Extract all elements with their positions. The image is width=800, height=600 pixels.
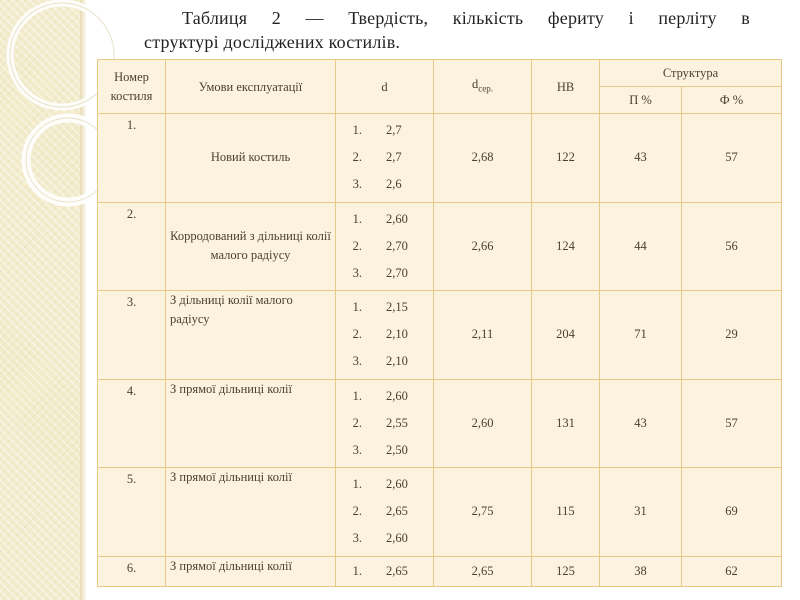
d-value: 2,7 — [386, 150, 402, 165]
d-value: 2,10 — [386, 354, 408, 369]
header-d-avg — [434, 60, 532, 114]
d-value: 2,6 — [386, 177, 402, 192]
d-index: 2. — [352, 415, 362, 430]
title-line-1: Таблиця 2 — Твердість, кількість фериту і перліту в — [182, 8, 750, 28]
header-f-pct: Ф % — [682, 87, 782, 114]
d-value-item — [336, 294, 433, 321]
row-hb: 115 — [532, 468, 600, 557]
row-conditions: З прямої дільниці колії — [166, 468, 336, 557]
row-conditions: З прямої дільниці колії — [166, 556, 336, 586]
header-p-pct: П % — [600, 87, 682, 114]
header-conditions: Умови експлуатації — [166, 60, 336, 114]
d-value-item — [336, 171, 433, 198]
d-value-item — [336, 437, 433, 464]
table-row — [98, 291, 782, 380]
header-number — [98, 60, 166, 114]
header-number-line1: Номер — [114, 69, 149, 84]
d-value: 2,50 — [386, 442, 408, 457]
d-index: 1. — [352, 300, 362, 315]
row-d-avg: 2,65 — [434, 556, 532, 586]
row-hb: 131 — [532, 379, 600, 468]
table-row — [98, 202, 782, 291]
d-value: 2,7 — [386, 123, 402, 138]
d-index: 2. — [352, 238, 362, 253]
row-conditions: З прямої дільниці колії — [166, 379, 336, 468]
d-value: 2,60 — [386, 211, 408, 226]
row-conditions: Корродований з дільниці колії малого радіусу — [166, 202, 336, 291]
row-d-values — [336, 468, 434, 557]
hardness-table — [97, 59, 782, 587]
d-value-item — [336, 471, 433, 498]
d-value: 2,15 — [386, 300, 408, 315]
row-f-pct: 57 — [682, 114, 782, 203]
d-value-item — [336, 117, 433, 144]
header-d: d — [336, 60, 434, 114]
row-f-pct: 56 — [682, 202, 782, 291]
d-value: 2,70 — [386, 238, 408, 253]
row-d-avg: 2,11 — [434, 291, 532, 380]
d-index: 3. — [352, 442, 362, 457]
header-hb: НВ — [532, 60, 600, 114]
d-index: 2. — [352, 327, 362, 342]
d-index: 2. — [352, 504, 362, 519]
d-value-item — [336, 410, 433, 437]
d-value-item — [336, 233, 433, 260]
row-d-avg: 2,60 — [434, 379, 532, 468]
row-p-pct: 38 — [600, 556, 682, 586]
row-number: 4. — [98, 379, 166, 468]
d-index: 1. — [352, 477, 362, 492]
header-structure: Структура — [600, 60, 782, 87]
d-value-item — [336, 260, 433, 287]
d-value: 2,60 — [386, 477, 408, 492]
d-index: 1. — [352, 563, 362, 578]
d-value-item — [336, 206, 433, 233]
d-value-item — [336, 558, 433, 585]
row-conditions: Новий костиль — [166, 114, 336, 203]
d-value-item — [336, 144, 433, 171]
d-index: 1. — [352, 211, 362, 226]
d-value-item — [336, 525, 433, 552]
row-number: 3. — [98, 291, 166, 380]
header-number-line2: костиля — [110, 88, 153, 103]
row-number: 6. — [98, 556, 166, 586]
d-value-item — [336, 321, 433, 348]
d-value-item — [336, 498, 433, 525]
d-index: 1. — [352, 388, 362, 403]
d-index: 3. — [352, 531, 362, 546]
row-d-values — [336, 202, 434, 291]
row-hb: 125 — [532, 556, 600, 586]
row-number: 2. — [98, 202, 166, 291]
table-row — [98, 468, 782, 557]
row-d-values — [336, 114, 434, 203]
row-d-values — [336, 291, 434, 380]
table-row — [98, 379, 782, 468]
d-value: 2,55 — [386, 415, 408, 430]
row-number: 5. — [98, 468, 166, 557]
row-f-pct: 62 — [682, 556, 782, 586]
row-hb: 122 — [532, 114, 600, 203]
table-row — [98, 114, 782, 203]
d-value: 2,60 — [386, 388, 408, 403]
d-value: 2,70 — [386, 265, 408, 280]
d-value: 2,60 — [386, 531, 408, 546]
row-f-pct: 29 — [682, 291, 782, 380]
row-hb: 204 — [532, 291, 600, 380]
d-value: 2,10 — [386, 327, 408, 342]
page-title — [144, 6, 750, 54]
table-row — [98, 556, 782, 586]
row-f-pct: 69 — [682, 468, 782, 557]
row-p-pct: 43 — [600, 114, 682, 203]
d-index: 3. — [352, 177, 362, 192]
d-value-item — [336, 348, 433, 375]
title-line-2: структурі досліджених костилів. — [144, 32, 401, 52]
row-d-values — [336, 556, 434, 586]
row-p-pct: 71 — [600, 291, 682, 380]
d-index: 1. — [352, 123, 362, 138]
header-d-avg-base: d — [471, 77, 479, 92]
row-d-avg: 2,66 — [434, 202, 532, 291]
d-index: 3. — [352, 265, 362, 280]
d-value: 2,65 — [386, 504, 408, 519]
row-p-pct: 43 — [600, 379, 682, 468]
row-conditions: З дільниці колії малого радіусу — [166, 291, 336, 380]
header-d-avg-sub: сер. — [478, 83, 494, 94]
row-d-avg: 2,75 — [434, 468, 532, 557]
row-hb: 124 — [532, 202, 600, 291]
row-d-avg: 2,68 — [434, 114, 532, 203]
d-value-item — [336, 383, 433, 410]
row-d-values — [336, 379, 434, 468]
d-index: 2. — [352, 150, 362, 165]
row-p-pct: 31 — [600, 468, 682, 557]
d-value: 2,65 — [386, 563, 408, 578]
d-index: 3. — [352, 354, 362, 369]
row-number: 1. — [98, 114, 166, 203]
row-p-pct: 44 — [600, 202, 682, 291]
row-f-pct: 57 — [682, 379, 782, 468]
